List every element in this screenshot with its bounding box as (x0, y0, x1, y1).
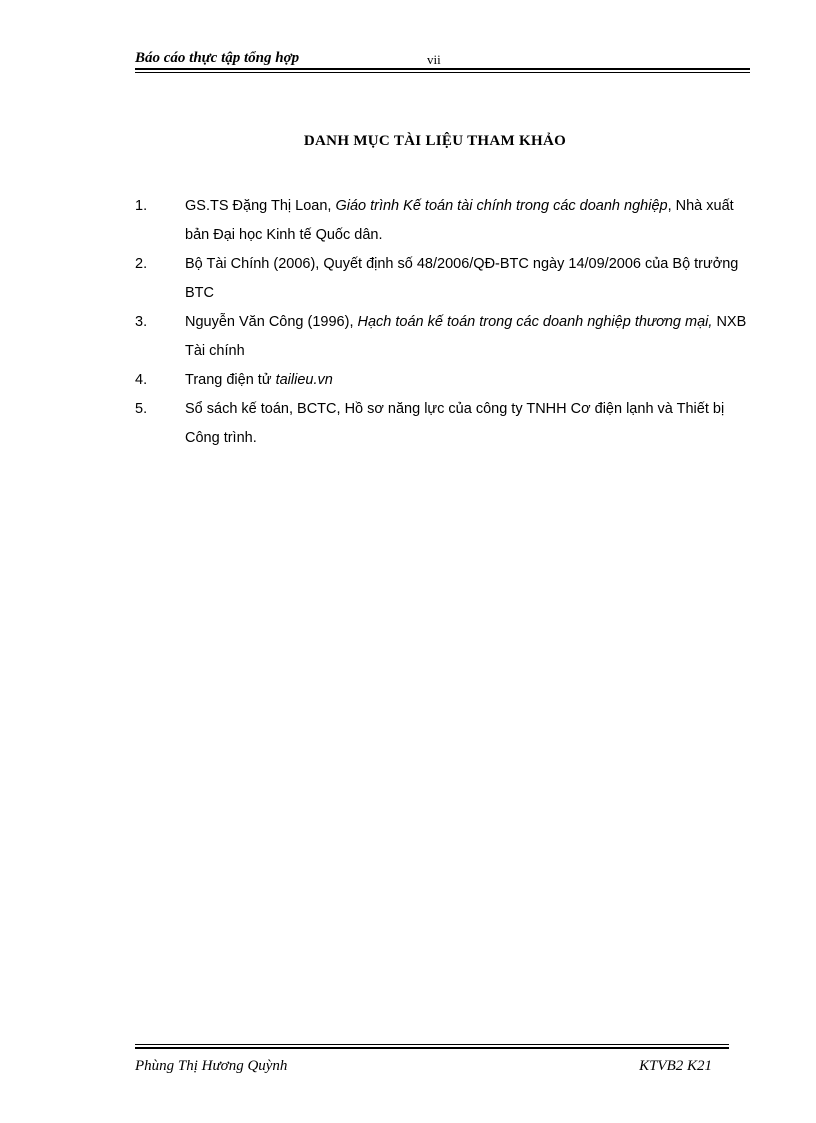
footer-author: Phùng Thị Hương Quỳnh (135, 1058, 288, 1074)
reference-item (135, 250, 747, 308)
header-title: Báo cáo thực tập tổng hợp (135, 50, 300, 66)
reference-item (135, 308, 747, 366)
header-page-number: vii (427, 52, 441, 67)
reference-item (135, 366, 747, 395)
reference-item (135, 192, 747, 250)
reference-number: 1. (135, 198, 148, 214)
reference-text: Trang điện tử tailieu.vn (185, 372, 333, 388)
reference-list (135, 192, 747, 453)
reference-text: Bộ Tài Chính (2006), Quyết định số 48/2006/QĐ-BTC ngày 14/09/2006 của Bộ trưởng BTC (185, 256, 739, 301)
reference-number: 4. (135, 372, 148, 388)
reference-text: Sổ sách kế toán, BCTC, Hồ sơ năng lực của công ty TNHH Cơ điện lạnh và Thiết bị Công trình. (185, 401, 725, 446)
reference-number: 5. (135, 401, 148, 417)
reference-text: GS.TS Đặng Thị Loan, Giáo trình Kế toán tài chính trong các doanh nghiệp, Nhà xuất bản Đại học Kinh tế Quốc dân. (185, 198, 734, 243)
reference-number: 3. (135, 314, 148, 330)
footer-class-code: KTVB2 K21 (639, 1058, 712, 1074)
reference-text: Nguyễn Văn Công (1996), Hạch toán kế toán trong các doanh nghiệp thương mại, NXB Tài chính (185, 314, 747, 359)
footer-divider (135, 1047, 729, 1049)
footer-divider-thin (135, 1044, 729, 1045)
header-divider (135, 68, 750, 70)
reference-number: 2. (135, 256, 148, 272)
section-title: DANH MỤC TÀI LIỆU THAM KHẢO (303, 133, 567, 149)
header-divider-thin (135, 72, 750, 73)
reference-item (135, 395, 747, 453)
